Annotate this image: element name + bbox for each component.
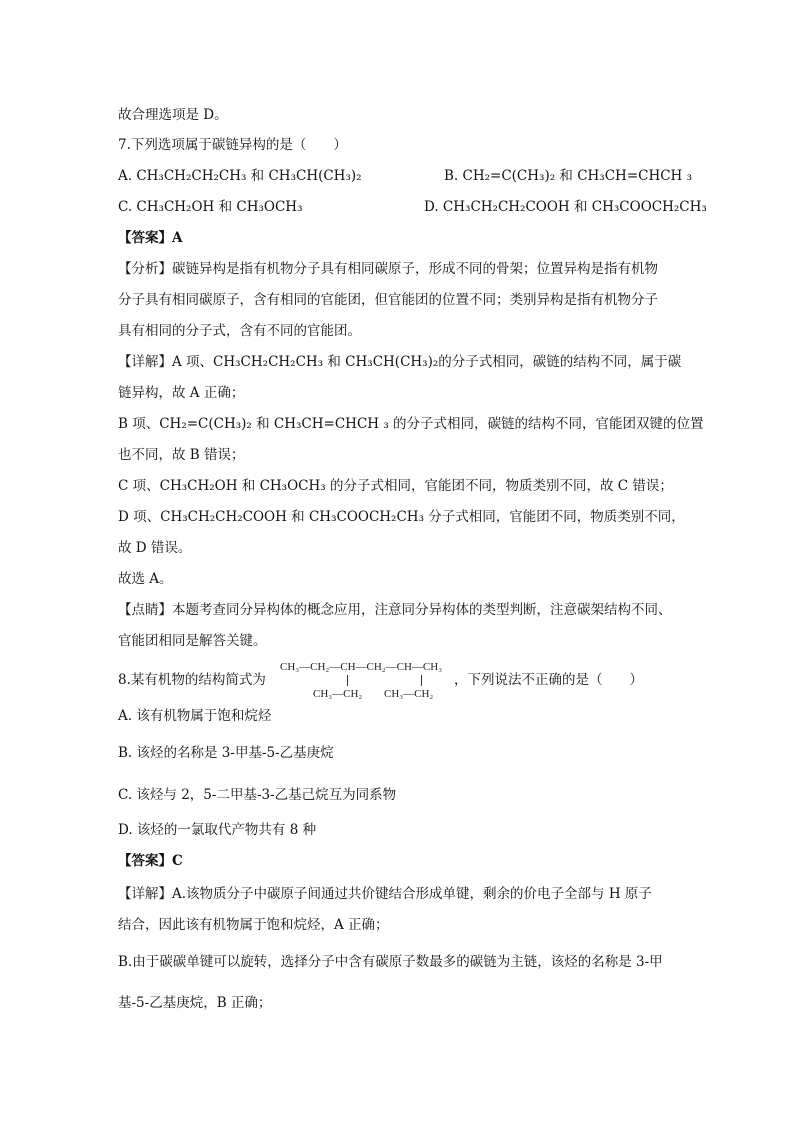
q7-analysis-line-2: 分子具有相同碳原子，含有相同的官能团，但官能团的位置不同；类别异构是指有机物分子	[118, 292, 658, 308]
structure-ethyl-left: CH₃—CH₂	[313, 688, 363, 700]
q7-detail-line-6: D 项、CH₃CH₂CH₂COOH 和 CH₃COOCH₂CH₃ 分子式相同，官能团不同，物质类别不同，	[118, 509, 685, 525]
structure-main-chain: CH₃—CH₂—CH—CH₂—CH—CH₃	[280, 661, 443, 673]
q7-detail-line-1: 【详解】A 项、CH₃CH₂CH₂CH₃ 和 CH₃CH(CH₃)₂的分子式相同，碳链的结构不同，属于碳	[118, 354, 682, 370]
q7-analysis-line-1: 【分析】碳链异构是指有机物分子具有相同碳原子，形成不同的骨架；位置异构是指有机物	[118, 261, 658, 277]
q7-detail-line-4: 也不同，故 B 错误；	[118, 447, 245, 463]
q7-detail-line-7: 故 D 错误。	[118, 540, 192, 556]
q7-option-d: D. CH₃CH₂CH₂COOH 和 CH₃COOCH₂CH₃	[424, 199, 707, 215]
q7-answer: 【答案】A	[118, 230, 183, 246]
q8-detail-line-3: B.由于碳碳单键可以旋转，选择分子中含有碳原子数最多的碳链为主链，该烃的名称是 3-甲	[118, 954, 663, 970]
q8-detail-line-2: 结合，因此该有机物属于饱和烷烃，A 正确；	[118, 917, 389, 933]
q7-detail-line-3: B 项、CH₂=C(CH₃)₂ 和 CH₃CH=CHCH ₃ 的分子式相同，碳链的结构不同，官能团双键的位置	[118, 416, 704, 432]
structural-formula	[280, 658, 460, 702]
question-8-stem-tail: ，下列说法不正确的是（ ）	[454, 672, 643, 688]
q8-option-c: C. 该烃与 2，5-二甲基-3-乙基己烷互为同系物	[118, 787, 397, 803]
q8-option-a: A. 该有机物属于饱和烷烃	[118, 708, 272, 724]
q7-comment-line-1: 【点睛】本题考查同分异构体的概念应用，注意同分异构体的类型判断，注意碳架结构不同、	[118, 602, 672, 618]
question-8-stem-lead: 8.某有机物的结构简式为	[118, 672, 266, 688]
structure-ethyl-right: CH₃—CH₂	[384, 688, 434, 700]
q7-conclusion: 故选 A。	[118, 571, 173, 587]
question-7-stem: 7.下列选项属于碳链异构的是（ ）	[118, 137, 347, 153]
q8-detail-line-1: 【详解】A.该物质分子中碳原子间通过共价键结合形成单键，剩余的价电子全部与 H 原子	[118, 886, 652, 902]
q7-detail-line-5: C 项、CH₃CH₂OH 和 CH₃OCH₃ 的分子式相同，官能团不同，物质类别不同，故 C 错误；	[118, 478, 673, 494]
q7-detail-line-2: 链异构，故 A 正确；	[118, 385, 245, 401]
q7-comment-line-2: 官能团相同是解答关键。	[118, 633, 267, 649]
q8-detail-line-4: 基-5-乙基庚烷，B 正确；	[118, 995, 272, 1011]
conclusion-text: 故合理选项是 D。	[118, 107, 228, 123]
q8-answer: 【答案】C	[118, 853, 183, 869]
q7-option-c: C. CH₃CH₂OH 和 CH₃OCH₃	[118, 199, 303, 215]
q8-option-d: D. 该烃的一氯取代产物共有 8 种	[118, 822, 317, 838]
q7-analysis-line-3: 具有相同的分子式，含有不同的官能团。	[118, 323, 361, 339]
q7-option-a: A. CH₃CH₂CH₂CH₃ 和 CH₃CH(CH₃)₂	[118, 168, 362, 184]
q7-option-b: B. CH₂=C(CH₃)₂ 和 CH₃CH=CHCH ₃	[444, 168, 693, 184]
q8-option-b: B. 该烃的名称是 3-甲基-5-乙基庚烷	[118, 745, 334, 761]
